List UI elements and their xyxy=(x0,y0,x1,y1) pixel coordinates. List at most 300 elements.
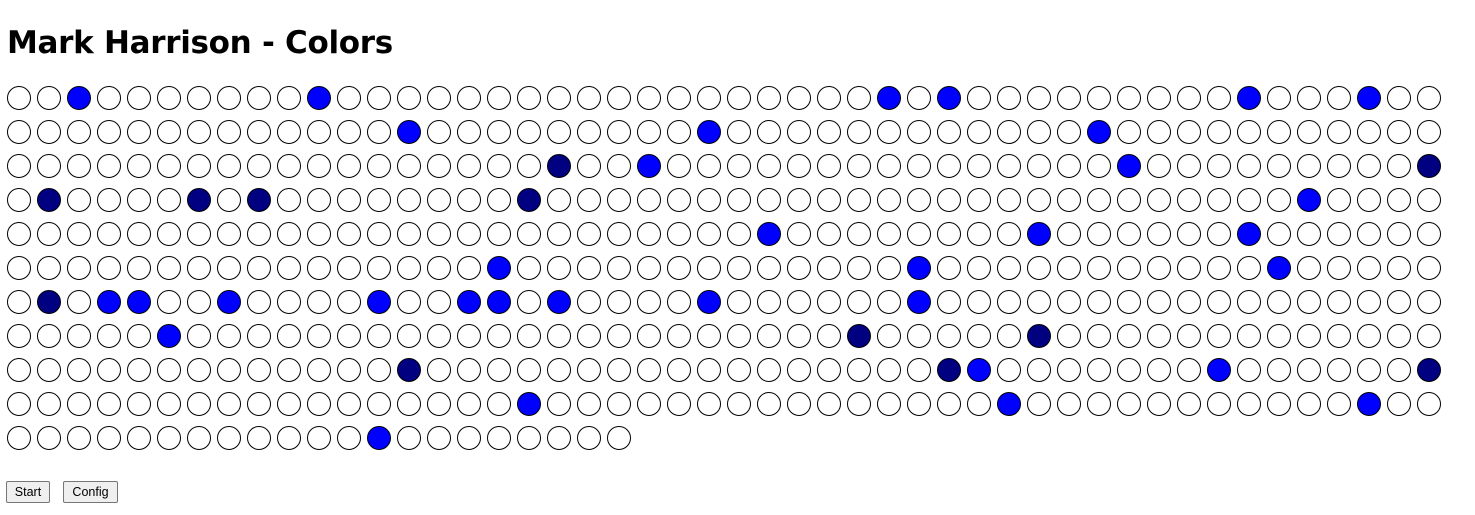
color-dot[interactable] xyxy=(547,324,571,348)
color-dot[interactable] xyxy=(457,86,481,110)
color-dot[interactable] xyxy=(727,256,751,280)
color-dot[interactable] xyxy=(907,86,931,110)
color-dot[interactable] xyxy=(247,120,271,144)
color-dot[interactable] xyxy=(157,120,181,144)
color-dot[interactable] xyxy=(1387,188,1411,212)
color-dot[interactable] xyxy=(517,86,541,110)
color-dot[interactable] xyxy=(967,86,991,110)
color-dot[interactable] xyxy=(1327,324,1351,348)
color-dot[interactable] xyxy=(127,324,151,348)
color-dot[interactable] xyxy=(697,120,721,144)
color-dot[interactable] xyxy=(1267,290,1291,314)
color-dot[interactable] xyxy=(607,188,631,212)
color-dot[interactable] xyxy=(1297,222,1321,246)
color-dot[interactable] xyxy=(367,392,391,416)
color-dot[interactable] xyxy=(697,324,721,348)
color-dot[interactable] xyxy=(1387,290,1411,314)
color-dot[interactable] xyxy=(427,120,451,144)
color-dot[interactable] xyxy=(1417,358,1441,382)
color-dot[interactable] xyxy=(667,120,691,144)
color-dot[interactable] xyxy=(1177,324,1201,348)
color-dot[interactable] xyxy=(637,154,661,178)
color-dot[interactable] xyxy=(1147,222,1171,246)
color-dot[interactable] xyxy=(217,222,241,246)
color-dot[interactable] xyxy=(157,290,181,314)
color-dot[interactable] xyxy=(1297,154,1321,178)
color-dot[interactable] xyxy=(427,392,451,416)
color-dot[interactable] xyxy=(67,86,91,110)
color-dot[interactable] xyxy=(247,392,271,416)
color-dot[interactable] xyxy=(487,86,511,110)
color-dot[interactable] xyxy=(7,426,31,450)
color-dot[interactable] xyxy=(1327,392,1351,416)
color-dot[interactable] xyxy=(667,256,691,280)
color-dot[interactable] xyxy=(67,290,91,314)
color-dot[interactable] xyxy=(577,222,601,246)
color-dot[interactable] xyxy=(1327,358,1351,382)
color-dot[interactable] xyxy=(1057,120,1081,144)
color-dot[interactable] xyxy=(847,86,871,110)
color-dot[interactable] xyxy=(427,426,451,450)
color-dot[interactable] xyxy=(127,290,151,314)
color-dot[interactable] xyxy=(997,188,1021,212)
color-dot[interactable] xyxy=(877,324,901,348)
color-dot[interactable] xyxy=(1267,154,1291,178)
color-dot[interactable] xyxy=(457,154,481,178)
color-dot[interactable] xyxy=(787,188,811,212)
color-dot[interactable] xyxy=(1087,358,1111,382)
color-dot[interactable] xyxy=(847,324,871,348)
color-dot[interactable] xyxy=(307,426,331,450)
color-dot[interactable] xyxy=(607,222,631,246)
color-dot[interactable] xyxy=(1207,86,1231,110)
color-dot[interactable] xyxy=(697,256,721,280)
color-dot[interactable] xyxy=(1177,188,1201,212)
color-dot[interactable] xyxy=(217,86,241,110)
color-dot[interactable] xyxy=(757,392,781,416)
color-dot[interactable] xyxy=(727,188,751,212)
color-dot[interactable] xyxy=(97,154,121,178)
color-dot[interactable] xyxy=(937,188,961,212)
color-dot[interactable] xyxy=(817,358,841,382)
color-dot[interactable] xyxy=(1177,86,1201,110)
color-dot[interactable] xyxy=(1117,290,1141,314)
color-dot[interactable] xyxy=(397,120,421,144)
color-dot[interactable] xyxy=(1207,154,1231,178)
color-dot[interactable] xyxy=(787,358,811,382)
color-dot[interactable] xyxy=(817,324,841,348)
color-dot[interactable] xyxy=(67,222,91,246)
color-dot[interactable] xyxy=(1357,188,1381,212)
color-dot[interactable] xyxy=(367,222,391,246)
color-dot[interactable] xyxy=(1087,154,1111,178)
color-dot[interactable] xyxy=(517,426,541,450)
color-dot[interactable] xyxy=(1327,86,1351,110)
color-dot[interactable] xyxy=(997,358,1021,382)
color-dot[interactable] xyxy=(187,358,211,382)
color-dot[interactable] xyxy=(247,426,271,450)
color-dot[interactable] xyxy=(307,324,331,348)
color-dot[interactable] xyxy=(967,188,991,212)
color-dot[interactable] xyxy=(1087,222,1111,246)
color-dot[interactable] xyxy=(37,426,61,450)
color-dot[interactable] xyxy=(277,222,301,246)
color-dot[interactable] xyxy=(607,120,631,144)
color-dot[interactable] xyxy=(1357,86,1381,110)
color-dot[interactable] xyxy=(1267,392,1291,416)
color-dot[interactable] xyxy=(607,358,631,382)
color-dot[interactable] xyxy=(517,324,541,348)
color-dot[interactable] xyxy=(727,290,751,314)
color-dot[interactable] xyxy=(7,188,31,212)
color-dot[interactable] xyxy=(487,120,511,144)
color-dot[interactable] xyxy=(217,188,241,212)
color-dot[interactable] xyxy=(37,154,61,178)
color-dot[interactable] xyxy=(577,324,601,348)
color-dot[interactable] xyxy=(817,290,841,314)
color-dot[interactable] xyxy=(967,358,991,382)
color-dot[interactable] xyxy=(517,290,541,314)
color-dot[interactable] xyxy=(697,222,721,246)
color-dot[interactable] xyxy=(67,256,91,280)
color-dot[interactable] xyxy=(457,426,481,450)
color-dot[interactable] xyxy=(1327,154,1351,178)
color-dot[interactable] xyxy=(877,86,901,110)
color-dot[interactable] xyxy=(1357,120,1381,144)
color-dot[interactable] xyxy=(157,358,181,382)
color-dot[interactable] xyxy=(1357,222,1381,246)
color-dot[interactable] xyxy=(937,154,961,178)
color-dot[interactable] xyxy=(337,392,361,416)
color-dot[interactable] xyxy=(307,222,331,246)
color-dot[interactable] xyxy=(697,188,721,212)
color-dot[interactable] xyxy=(97,392,121,416)
color-dot[interactable] xyxy=(1417,120,1441,144)
color-dot[interactable] xyxy=(1057,222,1081,246)
color-dot[interactable] xyxy=(667,290,691,314)
color-dot[interactable] xyxy=(187,426,211,450)
color-dot[interactable] xyxy=(337,154,361,178)
color-dot[interactable] xyxy=(397,86,421,110)
color-dot[interactable] xyxy=(97,86,121,110)
color-dot[interactable] xyxy=(1027,392,1051,416)
color-dot[interactable] xyxy=(997,392,1021,416)
color-dot[interactable] xyxy=(787,256,811,280)
color-dot[interactable] xyxy=(157,222,181,246)
color-dot[interactable] xyxy=(457,290,481,314)
color-dot[interactable] xyxy=(667,188,691,212)
color-dot[interactable] xyxy=(1387,222,1411,246)
color-dot[interactable] xyxy=(187,188,211,212)
color-dot[interactable] xyxy=(427,256,451,280)
color-dot[interactable] xyxy=(367,358,391,382)
color-dot[interactable] xyxy=(517,222,541,246)
color-dot[interactable] xyxy=(1027,358,1051,382)
color-dot[interactable] xyxy=(1177,256,1201,280)
color-dot[interactable] xyxy=(787,154,811,178)
color-dot[interactable] xyxy=(667,222,691,246)
color-dot[interactable] xyxy=(337,426,361,450)
color-dot[interactable] xyxy=(97,358,121,382)
color-dot[interactable] xyxy=(607,154,631,178)
color-dot[interactable] xyxy=(727,222,751,246)
color-dot[interactable] xyxy=(1357,290,1381,314)
color-dot[interactable] xyxy=(487,426,511,450)
color-dot[interactable] xyxy=(1387,256,1411,280)
color-dot[interactable] xyxy=(847,256,871,280)
color-dot[interactable] xyxy=(697,392,721,416)
color-dot[interactable] xyxy=(1327,188,1351,212)
color-dot[interactable] xyxy=(37,324,61,348)
color-dot[interactable] xyxy=(787,120,811,144)
start-button[interactable]: Start xyxy=(6,481,50,503)
color-dot[interactable] xyxy=(817,188,841,212)
color-dot[interactable] xyxy=(967,392,991,416)
color-dot[interactable] xyxy=(1297,256,1321,280)
color-dot[interactable] xyxy=(877,392,901,416)
color-dot[interactable] xyxy=(1117,222,1141,246)
color-dot[interactable] xyxy=(157,86,181,110)
color-dot[interactable] xyxy=(1417,154,1441,178)
color-dot[interactable] xyxy=(37,120,61,144)
color-dot[interactable] xyxy=(1327,290,1351,314)
color-dot[interactable] xyxy=(427,222,451,246)
color-dot[interactable] xyxy=(697,86,721,110)
color-dot[interactable] xyxy=(1267,86,1291,110)
color-dot[interactable] xyxy=(907,120,931,144)
color-dot[interactable] xyxy=(7,392,31,416)
color-dot[interactable] xyxy=(337,188,361,212)
color-dot[interactable] xyxy=(127,154,151,178)
color-dot[interactable] xyxy=(127,426,151,450)
color-dot[interactable] xyxy=(757,256,781,280)
color-dot[interactable] xyxy=(757,358,781,382)
color-dot[interactable] xyxy=(247,86,271,110)
color-dot[interactable] xyxy=(877,120,901,144)
color-dot[interactable] xyxy=(517,188,541,212)
color-dot[interactable] xyxy=(847,188,871,212)
color-dot[interactable] xyxy=(847,154,871,178)
color-dot[interactable] xyxy=(1117,358,1141,382)
color-dot[interactable] xyxy=(1357,358,1381,382)
color-dot[interactable] xyxy=(517,154,541,178)
color-dot[interactable] xyxy=(997,256,1021,280)
color-dot[interactable] xyxy=(1267,324,1291,348)
color-dot[interactable] xyxy=(277,120,301,144)
color-dot[interactable] xyxy=(1417,188,1441,212)
color-dot[interactable] xyxy=(907,154,931,178)
color-dot[interactable] xyxy=(937,392,961,416)
color-dot[interactable] xyxy=(1297,358,1321,382)
color-dot[interactable] xyxy=(817,86,841,110)
color-dot[interactable] xyxy=(1027,86,1051,110)
color-dot[interactable] xyxy=(367,426,391,450)
color-dot[interactable] xyxy=(97,222,121,246)
color-dot[interactable] xyxy=(577,392,601,416)
color-dot[interactable] xyxy=(1237,358,1261,382)
color-dot[interactable] xyxy=(67,324,91,348)
color-dot[interactable] xyxy=(457,188,481,212)
color-dot[interactable] xyxy=(1177,290,1201,314)
color-dot[interactable] xyxy=(1267,120,1291,144)
color-dot[interactable] xyxy=(1297,120,1321,144)
color-dot[interactable] xyxy=(277,290,301,314)
color-dot[interactable] xyxy=(1177,358,1201,382)
color-dot[interactable] xyxy=(1267,188,1291,212)
color-dot[interactable] xyxy=(397,358,421,382)
color-dot[interactable] xyxy=(1117,324,1141,348)
color-dot[interactable] xyxy=(547,222,571,246)
color-dot[interactable] xyxy=(907,324,931,348)
color-dot[interactable] xyxy=(367,120,391,144)
color-dot[interactable] xyxy=(1267,358,1291,382)
color-dot[interactable] xyxy=(877,222,901,246)
color-dot[interactable] xyxy=(7,324,31,348)
color-dot[interactable] xyxy=(1057,392,1081,416)
color-dot[interactable] xyxy=(1117,154,1141,178)
color-dot[interactable] xyxy=(877,256,901,280)
color-dot[interactable] xyxy=(277,426,301,450)
color-dot[interactable] xyxy=(487,358,511,382)
color-dot[interactable] xyxy=(637,358,661,382)
color-dot[interactable] xyxy=(1237,120,1261,144)
color-dot[interactable] xyxy=(157,392,181,416)
color-dot[interactable] xyxy=(1177,154,1201,178)
color-dot[interactable] xyxy=(187,324,211,348)
color-dot[interactable] xyxy=(937,120,961,144)
color-dot[interactable] xyxy=(187,86,211,110)
color-dot[interactable] xyxy=(367,290,391,314)
color-dot[interactable] xyxy=(1357,392,1381,416)
color-dot[interactable] xyxy=(577,290,601,314)
color-dot[interactable] xyxy=(1417,86,1441,110)
color-dot[interactable] xyxy=(907,256,931,280)
color-dot[interactable] xyxy=(967,120,991,144)
color-dot[interactable] xyxy=(247,154,271,178)
color-dot[interactable] xyxy=(427,358,451,382)
color-dot[interactable] xyxy=(727,120,751,144)
color-dot[interactable] xyxy=(247,256,271,280)
color-dot[interactable] xyxy=(457,120,481,144)
color-dot[interactable] xyxy=(307,392,331,416)
color-dot[interactable] xyxy=(427,188,451,212)
color-dot[interactable] xyxy=(37,256,61,280)
color-dot[interactable] xyxy=(1357,256,1381,280)
color-dot[interactable] xyxy=(697,358,721,382)
color-dot[interactable] xyxy=(787,222,811,246)
color-dot[interactable] xyxy=(787,290,811,314)
color-dot[interactable] xyxy=(1087,392,1111,416)
color-dot[interactable] xyxy=(337,256,361,280)
color-dot[interactable] xyxy=(1147,188,1171,212)
color-dot[interactable] xyxy=(307,86,331,110)
color-dot[interactable] xyxy=(997,222,1021,246)
color-dot[interactable] xyxy=(187,392,211,416)
color-dot[interactable] xyxy=(397,324,421,348)
color-dot[interactable] xyxy=(67,392,91,416)
color-dot[interactable] xyxy=(757,154,781,178)
color-dot[interactable] xyxy=(1057,188,1081,212)
color-dot[interactable] xyxy=(787,392,811,416)
color-dot[interactable] xyxy=(1147,358,1171,382)
color-dot[interactable] xyxy=(367,154,391,178)
color-dot[interactable] xyxy=(1027,290,1051,314)
color-dot[interactable] xyxy=(1117,120,1141,144)
color-dot[interactable] xyxy=(397,256,421,280)
color-dot[interactable] xyxy=(127,256,151,280)
color-dot[interactable] xyxy=(97,426,121,450)
color-dot[interactable] xyxy=(37,392,61,416)
color-dot[interactable] xyxy=(7,358,31,382)
color-dot[interactable] xyxy=(1207,290,1231,314)
color-dot[interactable] xyxy=(1297,392,1321,416)
color-dot[interactable] xyxy=(907,188,931,212)
color-dot[interactable] xyxy=(1147,120,1171,144)
color-dot[interactable] xyxy=(1087,290,1111,314)
color-dot[interactable] xyxy=(1297,324,1321,348)
color-dot[interactable] xyxy=(577,426,601,450)
color-dot[interactable] xyxy=(1027,120,1051,144)
color-dot[interactable] xyxy=(1117,188,1141,212)
color-dot[interactable] xyxy=(97,324,121,348)
color-dot[interactable] xyxy=(157,188,181,212)
color-dot[interactable] xyxy=(37,86,61,110)
color-dot[interactable] xyxy=(187,222,211,246)
color-dot[interactable] xyxy=(157,256,181,280)
color-dot[interactable] xyxy=(667,358,691,382)
color-dot[interactable] xyxy=(1237,154,1261,178)
color-dot[interactable] xyxy=(1237,290,1261,314)
color-dot[interactable] xyxy=(637,222,661,246)
color-dot[interactable] xyxy=(787,324,811,348)
color-dot[interactable] xyxy=(637,256,661,280)
color-dot[interactable] xyxy=(637,290,661,314)
color-dot[interactable] xyxy=(397,188,421,212)
color-dot[interactable] xyxy=(1237,256,1261,280)
color-dot[interactable] xyxy=(757,222,781,246)
color-dot[interactable] xyxy=(667,324,691,348)
color-dot[interactable] xyxy=(1087,324,1111,348)
color-dot[interactable] xyxy=(667,86,691,110)
color-dot[interactable] xyxy=(337,324,361,348)
color-dot[interactable] xyxy=(427,324,451,348)
color-dot[interactable] xyxy=(1207,120,1231,144)
color-dot[interactable] xyxy=(757,86,781,110)
color-dot[interactable] xyxy=(337,290,361,314)
color-dot[interactable] xyxy=(457,392,481,416)
color-dot[interactable] xyxy=(1237,86,1261,110)
color-dot[interactable] xyxy=(547,290,571,314)
color-dot[interactable] xyxy=(1057,256,1081,280)
color-dot[interactable] xyxy=(157,154,181,178)
color-dot[interactable] xyxy=(967,324,991,348)
color-dot[interactable] xyxy=(517,120,541,144)
color-dot[interactable] xyxy=(157,426,181,450)
color-dot[interactable] xyxy=(7,154,31,178)
color-dot[interactable] xyxy=(727,392,751,416)
color-dot[interactable] xyxy=(487,256,511,280)
color-dot[interactable] xyxy=(1297,188,1321,212)
color-dot[interactable] xyxy=(457,222,481,246)
color-dot[interactable] xyxy=(517,392,541,416)
color-dot[interactable] xyxy=(487,188,511,212)
color-dot[interactable] xyxy=(607,392,631,416)
color-dot[interactable] xyxy=(967,154,991,178)
color-dot[interactable] xyxy=(757,188,781,212)
color-dot[interactable] xyxy=(67,154,91,178)
color-dot[interactable] xyxy=(907,392,931,416)
color-dot[interactable] xyxy=(517,256,541,280)
